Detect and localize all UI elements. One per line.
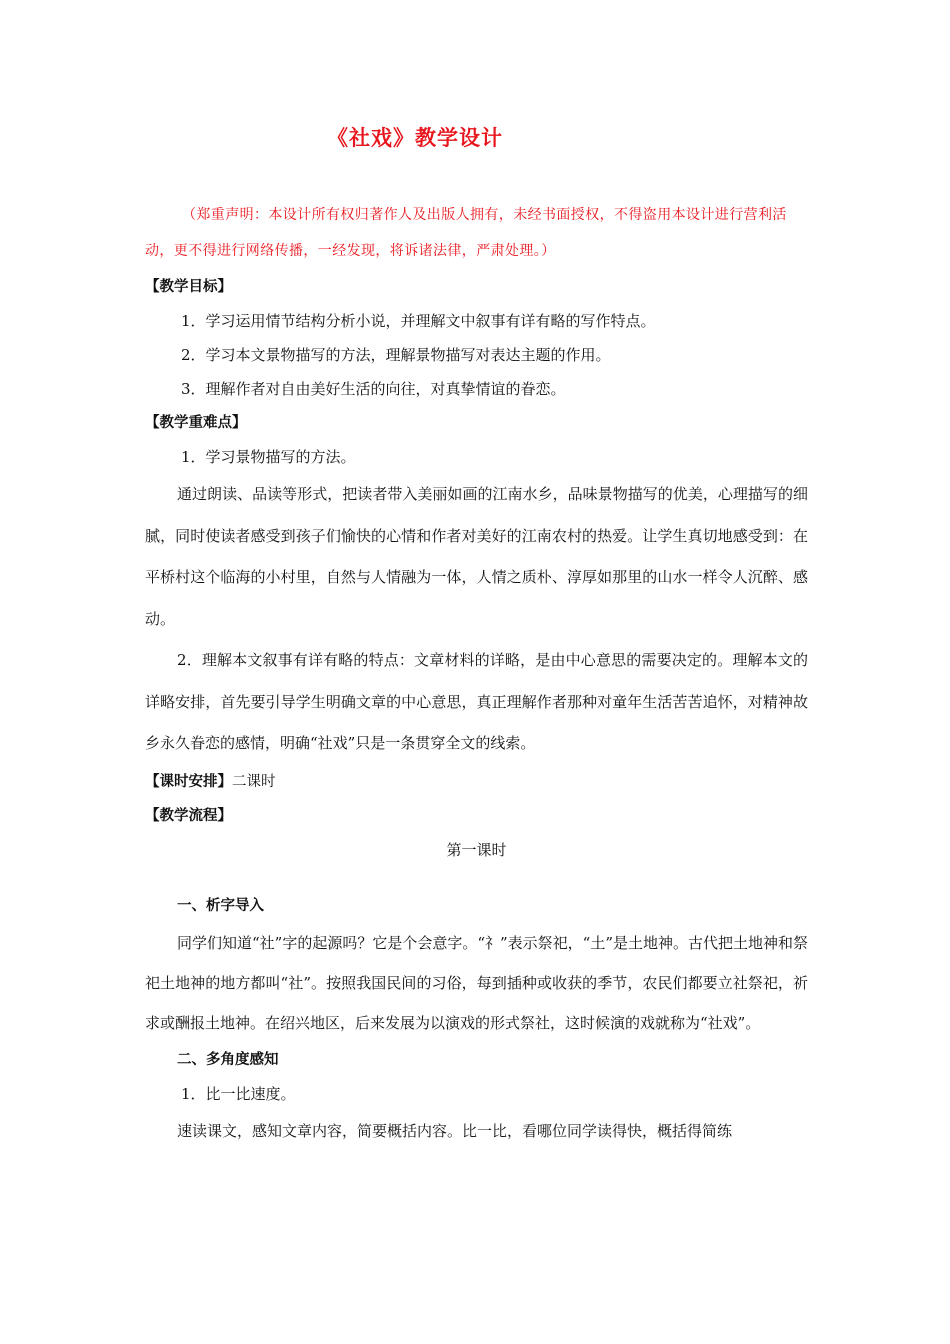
subsection-heading: 二、多角度感知 <box>177 1051 279 1068</box>
goal-item: 3．理解作者对自由美好生活的向往，对真挚情谊的眷恋。 <box>181 380 566 398</box>
section-heading-key-points: 【教学重难点】 <box>145 415 247 431</box>
section-heading-flow: 【教学流程】 <box>145 807 232 824</box>
hours-label: 【课时安排】 <box>145 773 232 790</box>
paragraph: 同学们知道“社”字的起源吗？它是个会意字。“礻”表示祭祀，“土”是土地神。古代把土地神和祭祀土地神的地方都叫“社”。按照我国民间的习俗，每到插种或收获的季节，农民们都要立社祭祀，祈求或酬报土地神。在绍兴地区，后来发展为以演戏的形式祭社，这时候演的戏就称为“社戏”。 <box>145 933 809 1032</box>
document-body <box>145 270 808 1152</box>
subsection-heading: 一、析字导入 <box>177 897 264 914</box>
paragraph: 速读课文，感知文章内容，简要概括内容。比一比，看哪位同学读得快，概括得简练 <box>177 1121 733 1140</box>
paragraph: 通过朗读、品读等形式，把读者带入美丽如画的江南水乡，品味景物描写的优美，心理描写的细腻，同时使读者感受到孩子们愉快的心情和作者对美好的江南农村的热爱。让学生真切地感受到：在平桥村这个临海的小村里，自然与人情融为一体，人情之质朴、淳厚如那里的山水一样令人沉醉、感动。 <box>145 485 808 628</box>
section-heading-goals: 【教学目标】 <box>145 279 232 295</box>
goal-item: 2．学习本文景物描写的方法，理解景物描写对表达主题的作用。 <box>181 346 611 364</box>
copyright-notice: （郑重声明：本设计所有权归著作人及出版人拥有，未经书面授权，不得盗用本设计进行营利活动，更不得进行网络传播，一经发现，将诉诸法律，严肃处理。） <box>145 207 787 259</box>
lesson-title: 第一课时 <box>446 840 507 859</box>
document-title: 《社戏》教学设计 <box>327 125 503 150</box>
hours-value: 二课时 <box>232 773 276 790</box>
key-point-item: 1．学习景物描写的方法。 <box>181 448 356 466</box>
section-heading-hours <box>145 765 808 799</box>
paragraph: 2．理解本文叙事有详有略的特点：文章材料的详略，是由中心意思的需要决定的。理解本文的详略安排，首先要引导学生明确文章的中心意思，真正理解作者那种对童年生活苦苦追怀，对精神故乡永久眷恋的感情，明确“社戏”只是一条贯穿全文的线索。 <box>145 651 808 752</box>
list-item: 1．比一比速度。 <box>181 1084 296 1103</box>
goal-item: 1．学习运用情节结构分析小说，并理解文中叙事有详有略的写作特点。 <box>181 312 656 330</box>
spacer <box>145 867 808 889</box>
